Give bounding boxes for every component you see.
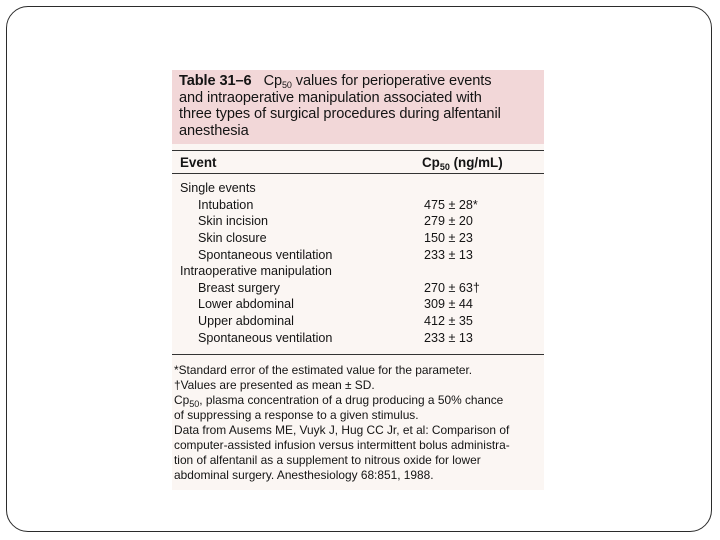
table-footnotes: [172, 355, 544, 483]
table-row: Lower abdominal 309 ± 44: [198, 297, 473, 312]
table-image: [172, 70, 544, 490]
title-line-2: and intraoperative manipulation associated with: [179, 89, 482, 106]
footnote-mean-sd: †Values are presented as mean ± SD.: [174, 377, 375, 392]
footnote-source: Data from Ausems ME, Vuyk J, Hug CC Jr, et al: Comparison of: [174, 422, 510, 437]
table-row-group: Single events: [180, 181, 256, 196]
title-line-3: three types of surgical procedures during alfentanil: [179, 106, 501, 123]
table-row: Skin incision 279 ± 20: [198, 214, 473, 229]
table-title: [172, 70, 544, 144]
footnote-line: abdominal surgery. Anesthesiology 68:851, 1988.: [174, 467, 434, 482]
table-body: [172, 180, 544, 346]
table-row-group: Intraoperative manipulation: [180, 264, 332, 279]
column-header-cp50: $Cp_{50}$ (ng/mL): [422, 154, 503, 172]
table-header-row: [172, 150, 544, 174]
footnote-cp50-definition: $Cp_{50}$, plasma concentration of a drug producing a 50% chance: [174, 392, 504, 409]
title-line-4: anesthesia: [179, 122, 249, 139]
table-row: Spontaneous ventilation 233 ± 13: [198, 330, 473, 345]
footnote-standard-error: *Standard error of the estimated value for the parameter.: [174, 362, 473, 377]
footnote-line: tion of alfentanil as a supplement to nitrous oxide for lower: [174, 452, 481, 467]
table-number: Table 31–6: [179, 73, 252, 89]
table-row: Upper abdominal 412 ± 35: [198, 314, 473, 329]
table-row: Breast surgery 270 ± 63†: [198, 280, 480, 295]
table-row: Spontaneous ventilation 233 ± 13: [198, 247, 473, 262]
title-line-1: Table 31–6 $Cp_{50}$ values for perioperative events: [179, 73, 492, 90]
footnote-line: of suppressing a response to a given stimulus.: [174, 407, 419, 422]
table-row: Skin closure 150 ± 23: [198, 231, 473, 246]
table-row: Intubation 475 ± 28*: [198, 197, 478, 212]
footnote-line: computer-assisted infusion versus intermittent bolus administra-: [174, 437, 510, 452]
column-header-event: Event: [180, 154, 217, 170]
